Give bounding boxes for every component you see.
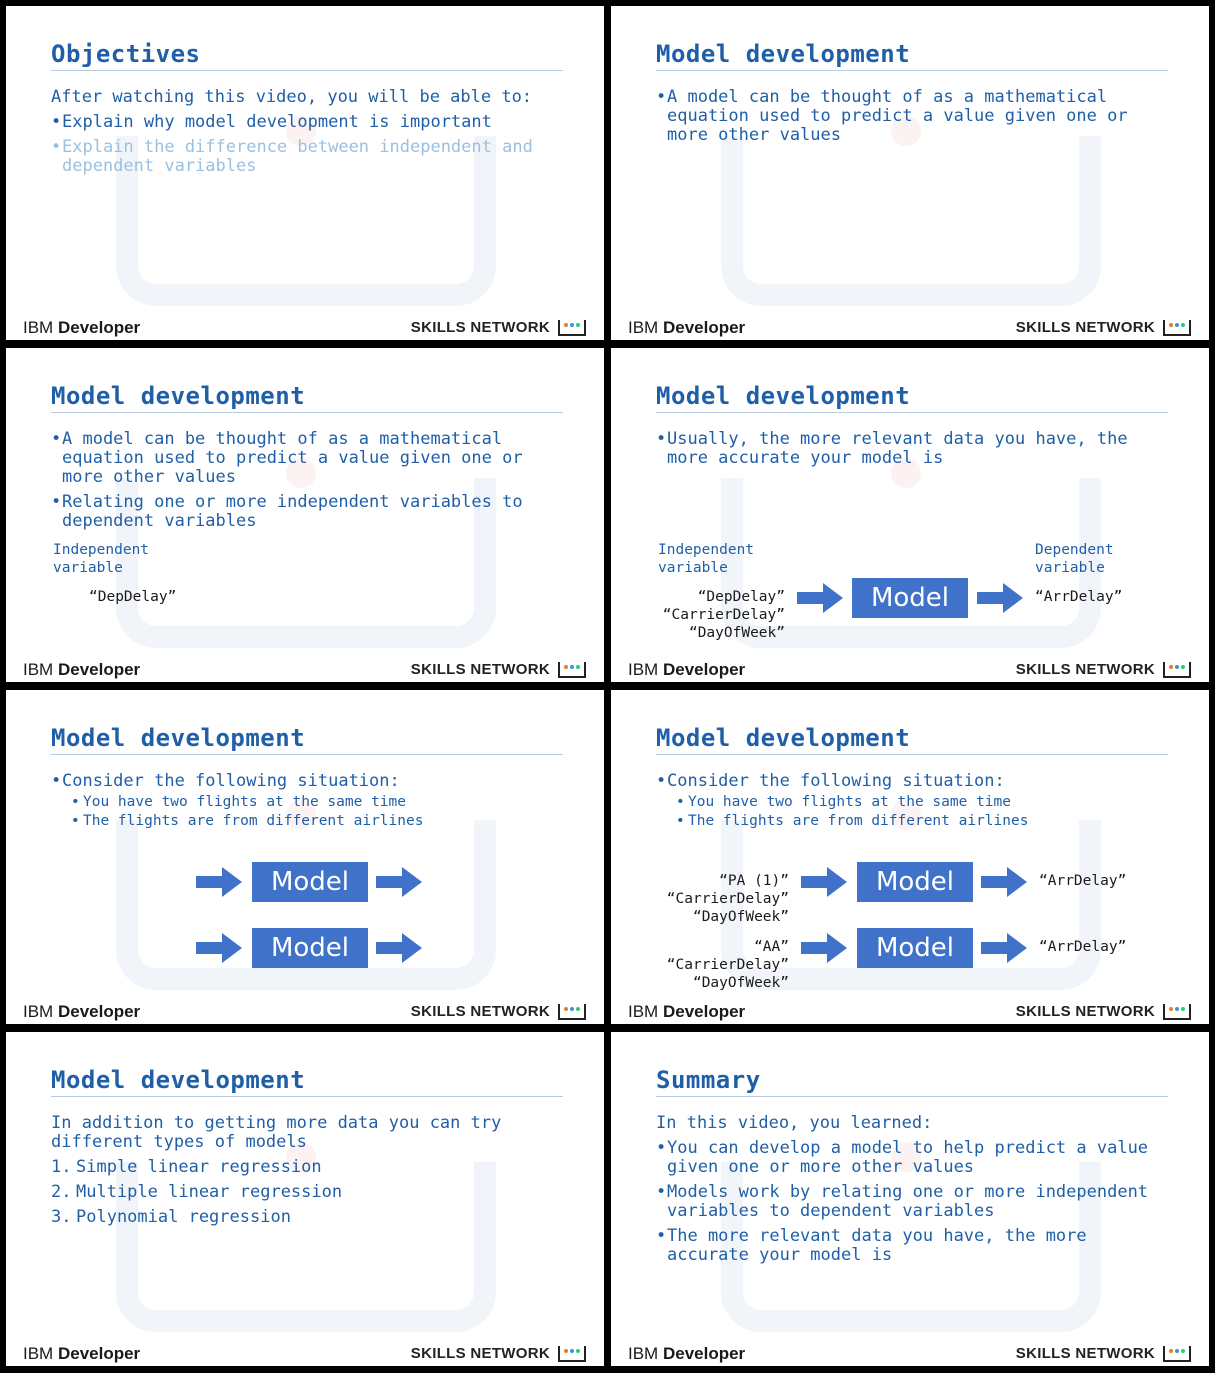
skills-network-logo: SKILLS NETWORK [411,661,586,678]
skills-network-icon [1163,662,1191,678]
slide-body [51,772,571,831]
arrow-right-icon [376,933,422,963]
sub-bullet: • You have two flights at the same time [676,794,1012,810]
slide-body [51,1114,571,1233]
skills-network-logo: SKILLS NETWORK [1016,1003,1191,1020]
ibm-developer-logo: IBM Developer [23,660,141,679]
arrow-right-icon [196,867,242,897]
bullet: • Usually, the more relevant data you have, the more accurate your model is [656,429,1128,468]
slide-body [656,430,1176,474]
dependent-variable-label: Dependent variable [1035,542,1114,576]
arrow-right-icon [801,933,847,963]
skills-network-logo: SKILLS NETWORK [411,319,586,336]
skills-network-logo: SKILLS NETWORK [411,1003,586,1020]
slide-title: Model development [656,724,911,752]
output-variable: “ArrDelay” [1035,589,1123,605]
skills-network-icon [558,1346,586,1362]
ibm-developer-logo: IBM Developer [23,1002,141,1021]
slide-summary [611,1032,1209,1366]
output-variable: “ArrDelay” [1039,939,1127,955]
ibm-developer-logo: IBM Developer [628,660,746,679]
title-divider [51,754,563,755]
arrow-right-icon [981,867,1027,897]
slide-title: Model development [51,382,306,410]
arrow-right-icon [801,867,847,897]
numbered-item: 2. Multiple linear regression [51,1182,343,1202]
bullet: • Consider the following situation: [656,771,1005,791]
slide-model-dev-4 [6,690,604,1024]
bullet: • Consider the following situation: [51,771,400,791]
skills-network-icon [558,320,586,336]
ibm-developer-logo: IBM Developer [23,1344,141,1363]
slide-model-dev-5 [611,690,1209,1024]
independent-variable-label: Independent variable [658,542,755,576]
skills-network-logo: SKILLS NETWORK [1016,661,1191,678]
bullet: • A model can be thought of as a mathematical equation used to predict a value given one or more other values [51,429,523,487]
arrow-right-icon [977,583,1023,613]
bullet-faded: • Explain the difference between independent and dependent variables [51,137,533,176]
numbered-item: 1. Simple linear regression [51,1157,322,1177]
bullet: • Relating one or more independent variables to dependent variables [51,492,523,531]
model-box: Model [857,928,973,968]
bullet: • Explain why model development is important [51,112,492,132]
slide-body [51,88,571,182]
skills-network-icon [558,1004,586,1020]
title-divider [51,412,563,413]
sub-bullet: • You have two flights at the same time [71,794,407,810]
intro-text: In this video, you learned: [656,1113,933,1133]
arrow-right-icon [376,867,422,897]
sub-bullet: • The flights are from different airlines [676,813,1029,829]
ibm-developer-logo: IBM Developer [628,318,746,337]
skills-network-icon [1163,320,1191,336]
input-variable: “DepDelay” [89,589,177,605]
arrow-right-icon [797,583,843,613]
title-divider [51,1096,563,1097]
slide-body [656,772,1176,831]
title-divider [656,70,1168,71]
slide-title: Objectives [51,40,201,68]
bullet: • The more relevant data you have, the more accurate your model is [656,1226,1087,1265]
slide-model-dev-3 [611,348,1209,682]
title-divider [656,412,1168,413]
sub-bullet: • The flights are from different airlines [71,813,424,829]
title-divider [656,754,1168,755]
ibm-developer-logo: IBM Developer [628,1002,746,1021]
numbered-item: 3. Polynomial regression [51,1207,291,1227]
slide-title: Model development [656,40,911,68]
model-box: Model [252,928,368,968]
slide-title: Model development [656,382,911,410]
bullet: • You can develop a model to help predict a value given one or more other values [656,1138,1149,1177]
output-variable: “ArrDelay” [1039,873,1127,889]
bullet: • Models work by relating one or more independent variables to dependent variables [656,1182,1149,1221]
model-box: Model [857,862,973,902]
title-divider [51,70,563,71]
model-box: Model [852,578,968,618]
slide-body [51,430,571,537]
skills-network-logo: SKILLS NETWORK [411,1345,586,1362]
model-box: Model [252,862,368,902]
input-variables-flight-b: “AA” “CarrierDelay” “DayOfWeek” [666,939,789,991]
independent-variable-label: Independent variable [53,542,150,576]
slide-title: Model development [51,724,306,752]
intro-text: In addition to getting more data you can try different types of models [51,1113,502,1152]
slide-model-dev-6 [6,1032,604,1366]
title-divider [656,1096,1168,1097]
skills-network-icon [1163,1004,1191,1020]
skills-network-logo: SKILLS NETWORK [1016,1345,1191,1362]
slide-title: Summary [656,1066,761,1094]
slide-title: Model development [51,1066,306,1094]
skills-network-logo: SKILLS NETWORK [1016,319,1191,336]
input-variables-flight-a: “PA (1)” “CarrierDelay” “DayOfWeek” [666,873,789,925]
slide-model-dev-2 [6,348,604,682]
skills-network-icon [558,662,586,678]
ibm-developer-logo: IBM Developer [628,1344,746,1363]
skills-network-icon [1163,1346,1191,1362]
slide-body [656,1114,1176,1271]
arrow-right-icon [981,933,1027,963]
ibm-developer-logo: IBM Developer [23,318,141,337]
intro-text: After watching this video, you will be able to: [51,87,533,107]
arrow-right-icon [196,933,242,963]
input-variables: “DepDelay” “CarrierDelay” “DayOfWeek” [662,589,785,641]
slide-body [656,88,1176,151]
slide-model-dev-1 [611,6,1209,340]
bullet: • A model can be thought of as a mathematical equation used to predict a value given one or more other values [656,87,1128,145]
slide-objectives [6,6,604,340]
